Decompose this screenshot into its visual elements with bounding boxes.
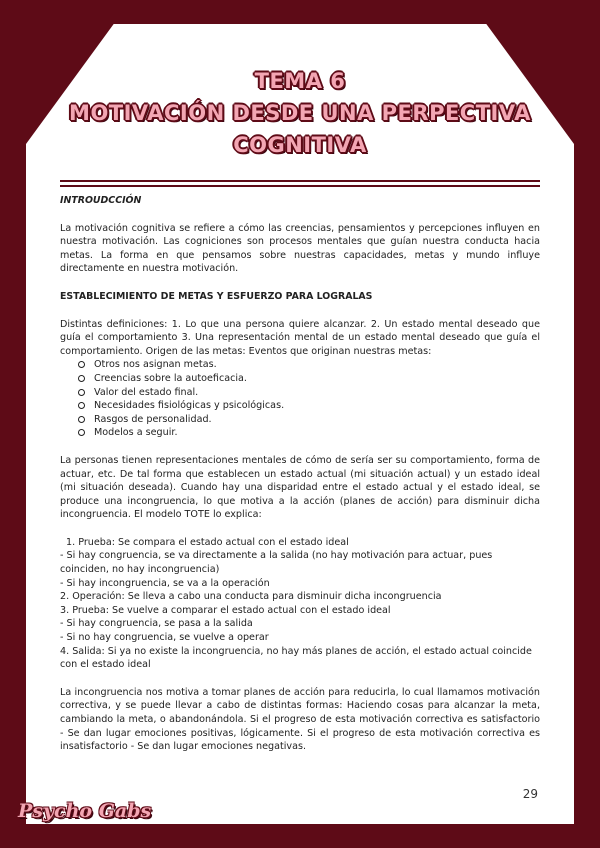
- title-divider-top: [60, 180, 540, 182]
- tote-step: - Si hay congruencia, se va directamente a la salida (no hay motivación para actuar, pues coinciden, no hay incongruencia): [60, 550, 493, 576]
- tote-step: 3. Prueba: Se vuelve a comparar el estado actual con el estado ideal: [60, 604, 391, 616]
- tote-step: 1. Prueba: Se compara el estado actual con el estado ideal: [66, 536, 349, 548]
- brand-logo: Psycho Gabs: [18, 800, 152, 822]
- title-line-1: TEMA 6: [254, 69, 346, 93]
- list-item: Creencias sobre la autoeficacia.: [94, 372, 540, 386]
- title-divider-bottom: [60, 185, 540, 187]
- tote-steps: [60, 536, 540, 672]
- metas-paragraph: Distintas definiciones: 1. Lo que una persona quiere alcanzar. 2. Un estado mental deseado que guía el comportamiento 3. Una representación mental de un estado mental deseado que guía el comportamiento. Origen de las metas: Eventos que originan nuestras metas:: [60, 318, 540, 357]
- tote-paragraph: La personas tienen representaciones mentales de cómo de sería ser su comportamiento, forma de actuar, etc. De tal forma que establecen un estado actual (mi situación actual) y un estado ideal (mi situación deseada). Cuando hay una disparidad entre el estado actual y el estado ideal, se produce una incongruencia, lo que motiva a la acción (planes de acción) para disminuir dicha incongruencia. El modelo TOTE lo explica:: [60, 454, 540, 521]
- document-body: [60, 194, 540, 768]
- list-item: Necesidades fisiológicas y psicológicas.: [94, 399, 540, 413]
- tote-closing-paragraph: La incongruencia nos motiva a tomar planes de acción para reducirla, lo cual llamamos motivación correctiva, y se puede llevar a cabo de distintas formas: Haciendo cosas para alcanzar la meta, cambiando la meta, o abandonándola. Si el progreso de esta motivación correctiva es satisfactorio - Se dan lugar emociones positivas, lógicamente. Si el progreso de esta motivación correctiva es insatisfactorio - Se dan lugar emociones negativas.: [60, 686, 540, 753]
- tote-step: - Si hay congruencia, se pasa a la salida: [60, 618, 253, 630]
- list-item: Modelos a seguir.: [94, 426, 540, 440]
- intro-paragraph-1: La motivación cognitiva se refiere a cómo las creencias, pensamientos y percepciones influyen en nuestra motivación. Las cogniciones son procesos mentales que guían nuestra conducta hacia metas. La forma en que pensamos sobre nuestras capacidades, metas y mundo influye directamente en nuestra motivación.: [60, 222, 540, 275]
- list-item: Otros nos asignan metas.: [94, 358, 540, 372]
- tote-step: - Si hay incongruencia, se va a la operación: [60, 577, 270, 589]
- list-item: Valor del estado final.: [94, 386, 540, 400]
- page-number: 29: [522, 787, 538, 801]
- intro-heading: INTROUDCCIÓN: [60, 195, 142, 206]
- tote-step: - Si no hay congruencia, se vuelve a operar: [60, 632, 269, 644]
- title-line-3: COGNITIVA: [233, 133, 367, 157]
- tote-step: 2. Operación: Se lleva a cabo una conducta para disminuir dicha incongruencia: [60, 591, 442, 603]
- metas-heading: ESTABLECIMIENTO DE METAS Y ESFUERZO PARA LOGRALAS: [60, 290, 373, 302]
- tote-step: 4. Salida: Si ya no existe la incongruencia, no hay más planes de acción, el estado actual coincide con el estado ideal: [60, 645, 532, 671]
- list-item: Rasgos de personalidad.: [94, 413, 540, 427]
- metas-bullet-list: [60, 358, 540, 440]
- title-line-2: MOTIVACIÓN DESDE UNA PERPECTIVA: [69, 101, 531, 125]
